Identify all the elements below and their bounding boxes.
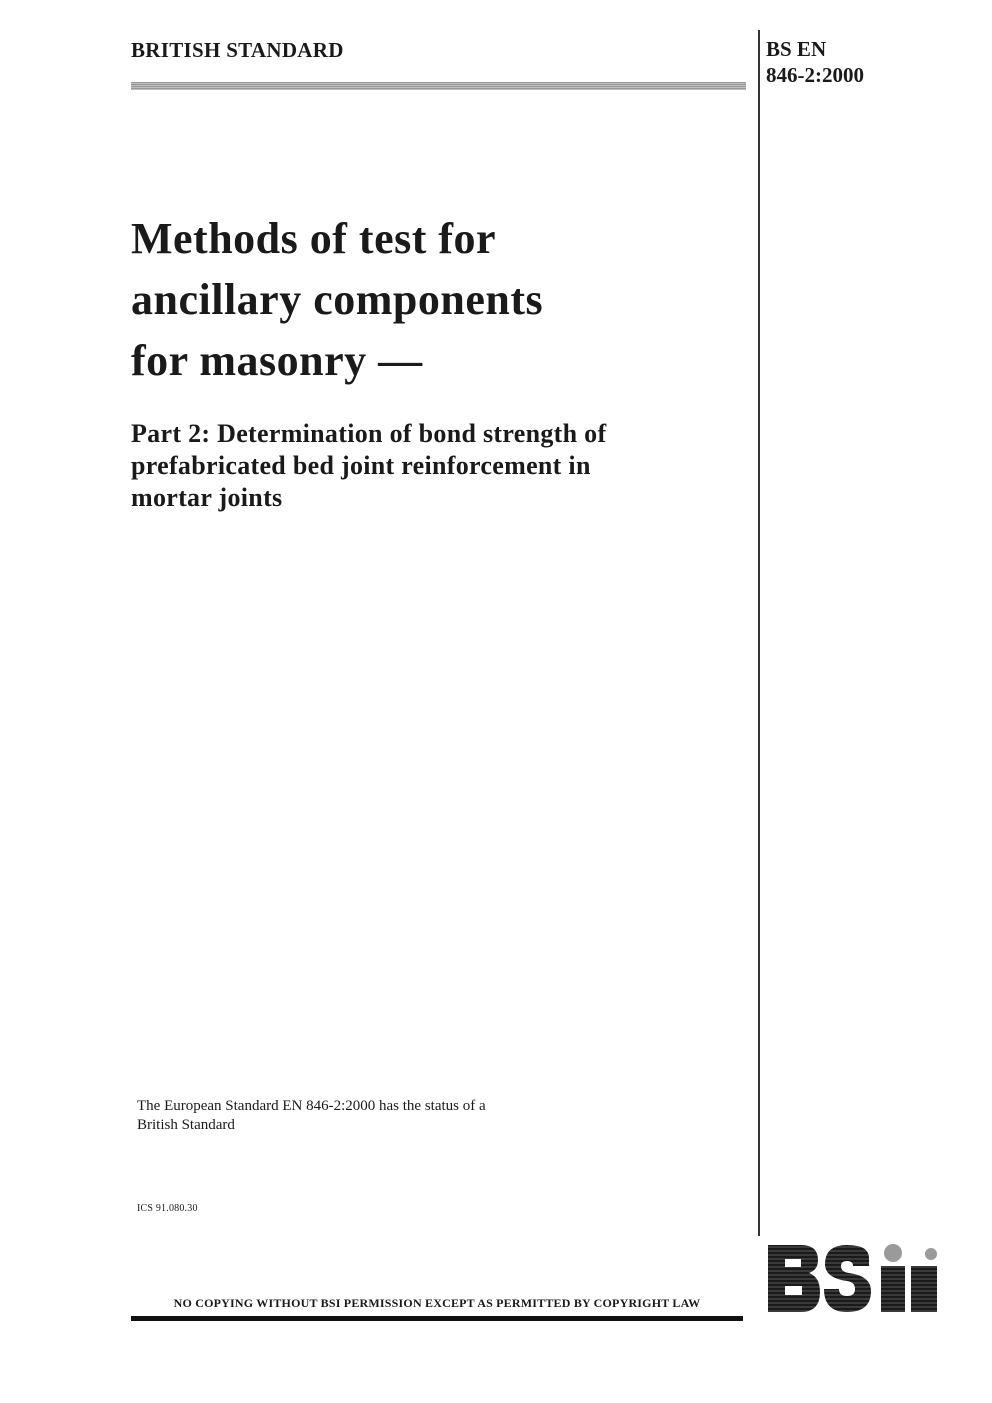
status-note-line1: The European Standard EN 846-2:2000 has the status of a: [137, 1098, 486, 1114]
subtitle-line3: mortar joints: [131, 483, 283, 512]
status-note: [137, 1097, 577, 1135]
standard-code-line2: 846-2:2000: [766, 63, 864, 87]
header-rule: [131, 82, 746, 90]
title-line1: Methods of test for: [131, 214, 497, 263]
document-title: [131, 208, 731, 391]
subtitle-line2: prefabricated bed joint reinforcement in: [131, 451, 591, 480]
bsi-logo-icon: [763, 1240, 943, 1320]
footer-rule: [131, 1316, 743, 1321]
copyright-notice: NO COPYING WITHOUT BSI PERMISSION EXCEPT AS PERMITTED BY COPYRIGHT LAW: [173, 1296, 701, 1310]
standard-type-label: BRITISH STANDARD: [131, 38, 344, 62]
vertical-divider: [758, 30, 760, 1236]
subtitle-line1: Part 2: Determination of bond strength of: [131, 419, 607, 448]
standard-code-line1: BS EN: [766, 37, 827, 61]
status-note-line2: British Standard: [137, 1117, 235, 1133]
ics-code: ICS 91.080.30: [137, 1203, 198, 1214]
document-subtitle: [131, 418, 743, 514]
title-line2: ancillary components: [131, 275, 544, 324]
title-line3: for masonry —: [131, 336, 423, 385]
standard-code: [766, 36, 864, 88]
